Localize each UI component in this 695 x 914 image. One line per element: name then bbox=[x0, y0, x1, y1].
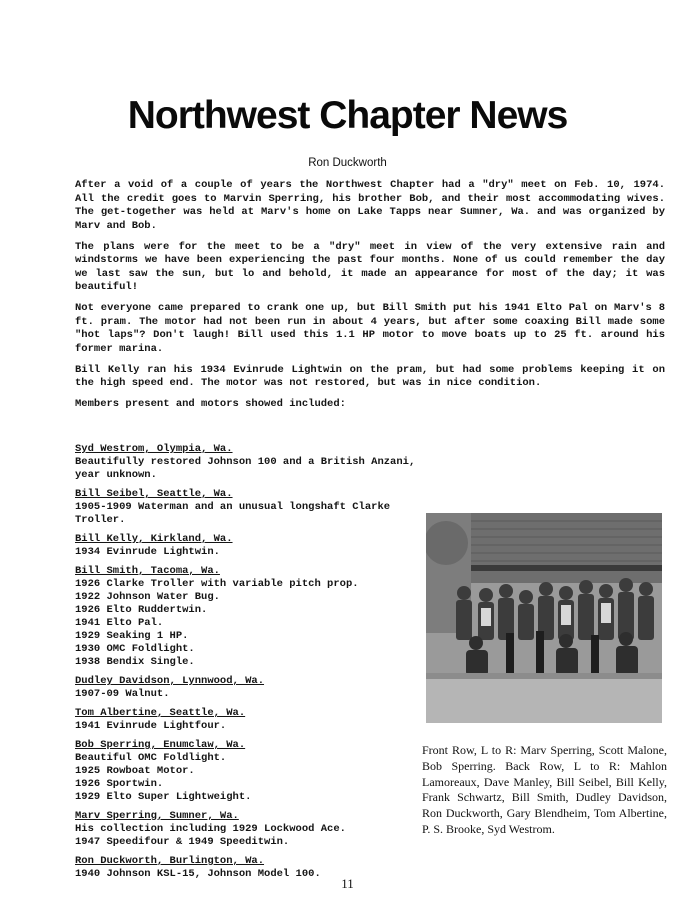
member-motor: 1926 Sportwin. bbox=[75, 778, 164, 790]
member-motor: 1941 Elto Pal. bbox=[75, 617, 164, 629]
member-motor: 1926 Elto Ruddertwin. bbox=[75, 604, 208, 616]
member-motor: 1947 Speedifour & 1949 Speeditwin. bbox=[75, 836, 290, 848]
member-entry bbox=[75, 443, 420, 482]
member-motor: His collection including 1929 Lockwood Ace. bbox=[75, 823, 346, 835]
member-entry bbox=[75, 565, 420, 669]
member-motor: Beautiful OMC Foldlight. bbox=[75, 752, 227, 764]
member-name: Marv Sperring, Sumner, Wa. bbox=[75, 810, 239, 822]
paragraph: Bill Kelly ran his 1934 Evinrude Lightwin on the pram, but had some problems keeping it on the high speed end. The motor was not restored, but was in nice condition. bbox=[75, 363, 665, 389]
member-motor: Beautifully restored Johnson 100 and a British Anzani, year unknown. bbox=[75, 456, 416, 481]
member-entry bbox=[75, 810, 420, 849]
photo-caption: Front Row, L to R: Marv Sperring, Scott Malone, Bob Sperring. Back Row, L to R: Mahlon Lamoreaux, Dave Manley, Bill Seibel, Bill Kelly, Frank Schwartz, Bill Smith, Dudley Davidson, Ron Duckworth, Gary Blendheim, Tom Albertine, P. S. Brooke, Syd Westrom. bbox=[422, 743, 667, 836]
members-list bbox=[75, 443, 420, 887]
member-entry bbox=[75, 739, 420, 804]
page-number: 11 bbox=[341, 876, 354, 891]
article-title: Northwest Chapter News bbox=[127, 94, 568, 137]
paragraph: The plans were for the meet to be a "dry" meet in view of the very extensive rain and windstorms we have been experiencing the past four months. None of us could remember the day we last saw the sun, but lo and behold, it made an appearance for most of the day; it was beautiful! bbox=[75, 240, 665, 293]
member-name: Ron Duckworth, Burlington, Wa. bbox=[75, 855, 265, 867]
member-name: Bill Smith, Tacoma, Wa. bbox=[75, 565, 220, 577]
member-entry bbox=[75, 488, 420, 527]
member-name: Bill Seibel, Seattle, Wa. bbox=[75, 488, 233, 500]
paragraph: Members present and motors showed included: bbox=[75, 398, 346, 410]
member-name: Tom Albertine, Seattle, Wa. bbox=[75, 707, 246, 719]
paragraph: After a void of a couple of years the Northwest Chapter had a "dry" meet on Feb. 10, 1974. All the credit goes to Marvin Sperring, his brother Bob, and their most accommodating wives. The get-together was held at Marv's home on Lake Tapps near Sumner, Wa. and was organized by Marv and Bob. bbox=[75, 179, 665, 232]
paragraph: Not everyone came prepared to crank one up, but Bill Smith put his 1941 Elto Pal on Marv's 8 ft. pram. The motor had not been run in about 4 years, but after some coaxing Bill made some "hot laps"? Don't laugh! Bill used this 1.1 HP motor to move boats up to 25 ft. around his former marina. bbox=[75, 302, 665, 355]
member-motor: 1930 OMC Foldlight. bbox=[75, 643, 195, 655]
member-motor: 1907-09 Walnut. bbox=[75, 688, 170, 700]
member-name: Syd Westrom, Olympia, Wa. bbox=[75, 443, 233, 455]
member-name: Dudley Davidson, Lynnwood, Wa. bbox=[75, 675, 265, 687]
member-motor: 1905-1909 Waterman and an unusual longshaft Clarke Troller. bbox=[75, 501, 391, 526]
article-author: Ron Duckworth bbox=[308, 157, 387, 169]
member-motor: 1940 Johnson KSL-15, Johnson Model 100. bbox=[75, 868, 321, 880]
member-motor: 1926 Clarke Troller with variable pitch prop. bbox=[75, 578, 359, 590]
member-entry bbox=[75, 533, 420, 559]
member-motor: 1925 Rowboat Motor. bbox=[75, 765, 195, 777]
group-photo bbox=[426, 513, 662, 723]
member-motor: 1938 Bendix Single. bbox=[75, 656, 195, 668]
member-motor: 1929 Elto Super Lightweight. bbox=[75, 791, 252, 803]
member-name: Bob Sperring, Enumclaw, Wa. bbox=[75, 739, 246, 751]
member-motor: 1941 Evinrude Lightfour. bbox=[75, 720, 227, 732]
member-entry bbox=[75, 707, 420, 733]
member-motor: 1934 Evinrude Lightwin. bbox=[75, 546, 220, 558]
article-body bbox=[75, 179, 665, 419]
member-motor: 1929 Seaking 1 HP. bbox=[75, 630, 189, 642]
member-motor: 1922 Johnson Water Bug. bbox=[75, 591, 220, 603]
member-entry bbox=[75, 675, 420, 701]
member-name: Bill Kelly, Kirkland, Wa. bbox=[75, 533, 233, 545]
